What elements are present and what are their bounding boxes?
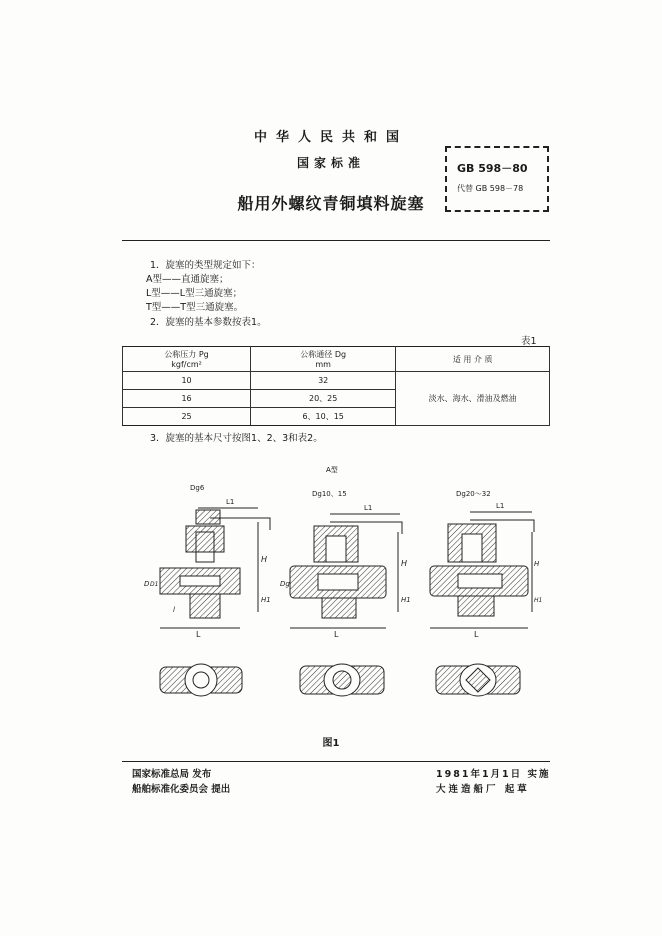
dim-h1-left: H1 xyxy=(261,596,271,604)
header-diameter xyxy=(251,347,396,372)
document-title: 船用外螺纹青铜填料旋塞 xyxy=(237,194,425,213)
valve-drawing-svg xyxy=(140,462,543,712)
header-pressure-unit: kgf/cm² xyxy=(171,360,202,369)
paragraph-3: 3．旋塞的基本尺寸按图1、2、3和表2。 xyxy=(150,433,323,444)
header-medium: 适 用 介 质 xyxy=(396,347,550,372)
dim-h-left: H xyxy=(261,555,268,564)
type-a-line: A型——直通旋塞； xyxy=(146,274,229,285)
proposer: 船舶标准化委员会 提出 xyxy=(132,784,231,795)
dim-h1-right: H1 xyxy=(534,597,543,604)
table-header-row xyxy=(123,347,550,372)
dim-h1-mid: H1 xyxy=(401,596,411,604)
table-caption: 表1 xyxy=(521,336,537,347)
paragraph-1: 1．旋塞的类型规定如下： xyxy=(150,260,261,271)
footer-divider xyxy=(122,761,550,762)
type-a-label: A型 xyxy=(326,466,338,474)
table-cell: 32 xyxy=(251,372,396,390)
parameters-table xyxy=(122,346,550,426)
dim-d1-left: D1 xyxy=(150,581,159,588)
dim-d-left: D xyxy=(144,580,150,588)
table-cell: 16 xyxy=(123,390,251,408)
drafter: 大连造船厂 起草 xyxy=(436,784,530,795)
table-cell: 10 xyxy=(123,372,251,390)
medium-cell: 淡水、海水、滑油及燃油 xyxy=(396,372,550,426)
standard-number-box xyxy=(445,146,549,212)
type-t-line: T型——T型三通旋塞。 xyxy=(146,302,244,313)
dim-l-left: L xyxy=(196,630,201,639)
header-divider xyxy=(122,240,550,241)
dim-h-mid: H xyxy=(401,559,408,568)
dim-l-small-left: l xyxy=(173,606,175,614)
dim-l-right: L xyxy=(474,630,479,639)
country-header: 中华人民共和国 xyxy=(253,130,408,145)
header-pressure xyxy=(123,347,251,372)
table-cell: 20、25 xyxy=(251,390,396,408)
header-pressure-label: 公称压力 Pg xyxy=(164,350,209,359)
dim-l-mid: L xyxy=(334,630,339,639)
paragraph-2: 2．旋塞的基本参数按表1。 xyxy=(150,317,267,328)
header-diameter-label: 公称通径 Dg xyxy=(300,350,347,359)
table-cell: 6、10、15 xyxy=(251,408,396,426)
valve-dg10-15 xyxy=(280,490,411,696)
label-dg6: Dg6 xyxy=(190,484,205,492)
type-l-line: L型——L型三通旋塞； xyxy=(146,288,243,299)
valve-dg20-32 xyxy=(430,490,542,696)
replaces-standard: 代替 GB 598－78 xyxy=(457,184,524,193)
dim-l1-left: L1 xyxy=(226,498,235,506)
header-diameter-unit: mm xyxy=(315,360,331,369)
label-dg10-15: Dg10、15 xyxy=(312,490,347,498)
table-row xyxy=(123,372,550,390)
dim-h-right: H xyxy=(534,560,540,568)
dim-l1-right: L1 xyxy=(496,502,505,510)
figure-caption: 图1 xyxy=(322,738,340,749)
effective-date: 1981年1月1日 实施 xyxy=(436,769,551,780)
issuer: 国家标准总局 发布 xyxy=(132,769,212,780)
valve-drawings xyxy=(140,462,543,712)
table-cell: 25 xyxy=(123,408,251,426)
dim-l1-mid: L1 xyxy=(364,504,373,512)
dim-dg-mid: Dg xyxy=(280,580,290,588)
label-dg20-32: Dg20～32 xyxy=(456,490,491,498)
standard-number: GB 598－80 xyxy=(457,162,528,175)
valve-dg6 xyxy=(144,484,271,696)
standard-category: 国家标准 xyxy=(296,156,365,170)
